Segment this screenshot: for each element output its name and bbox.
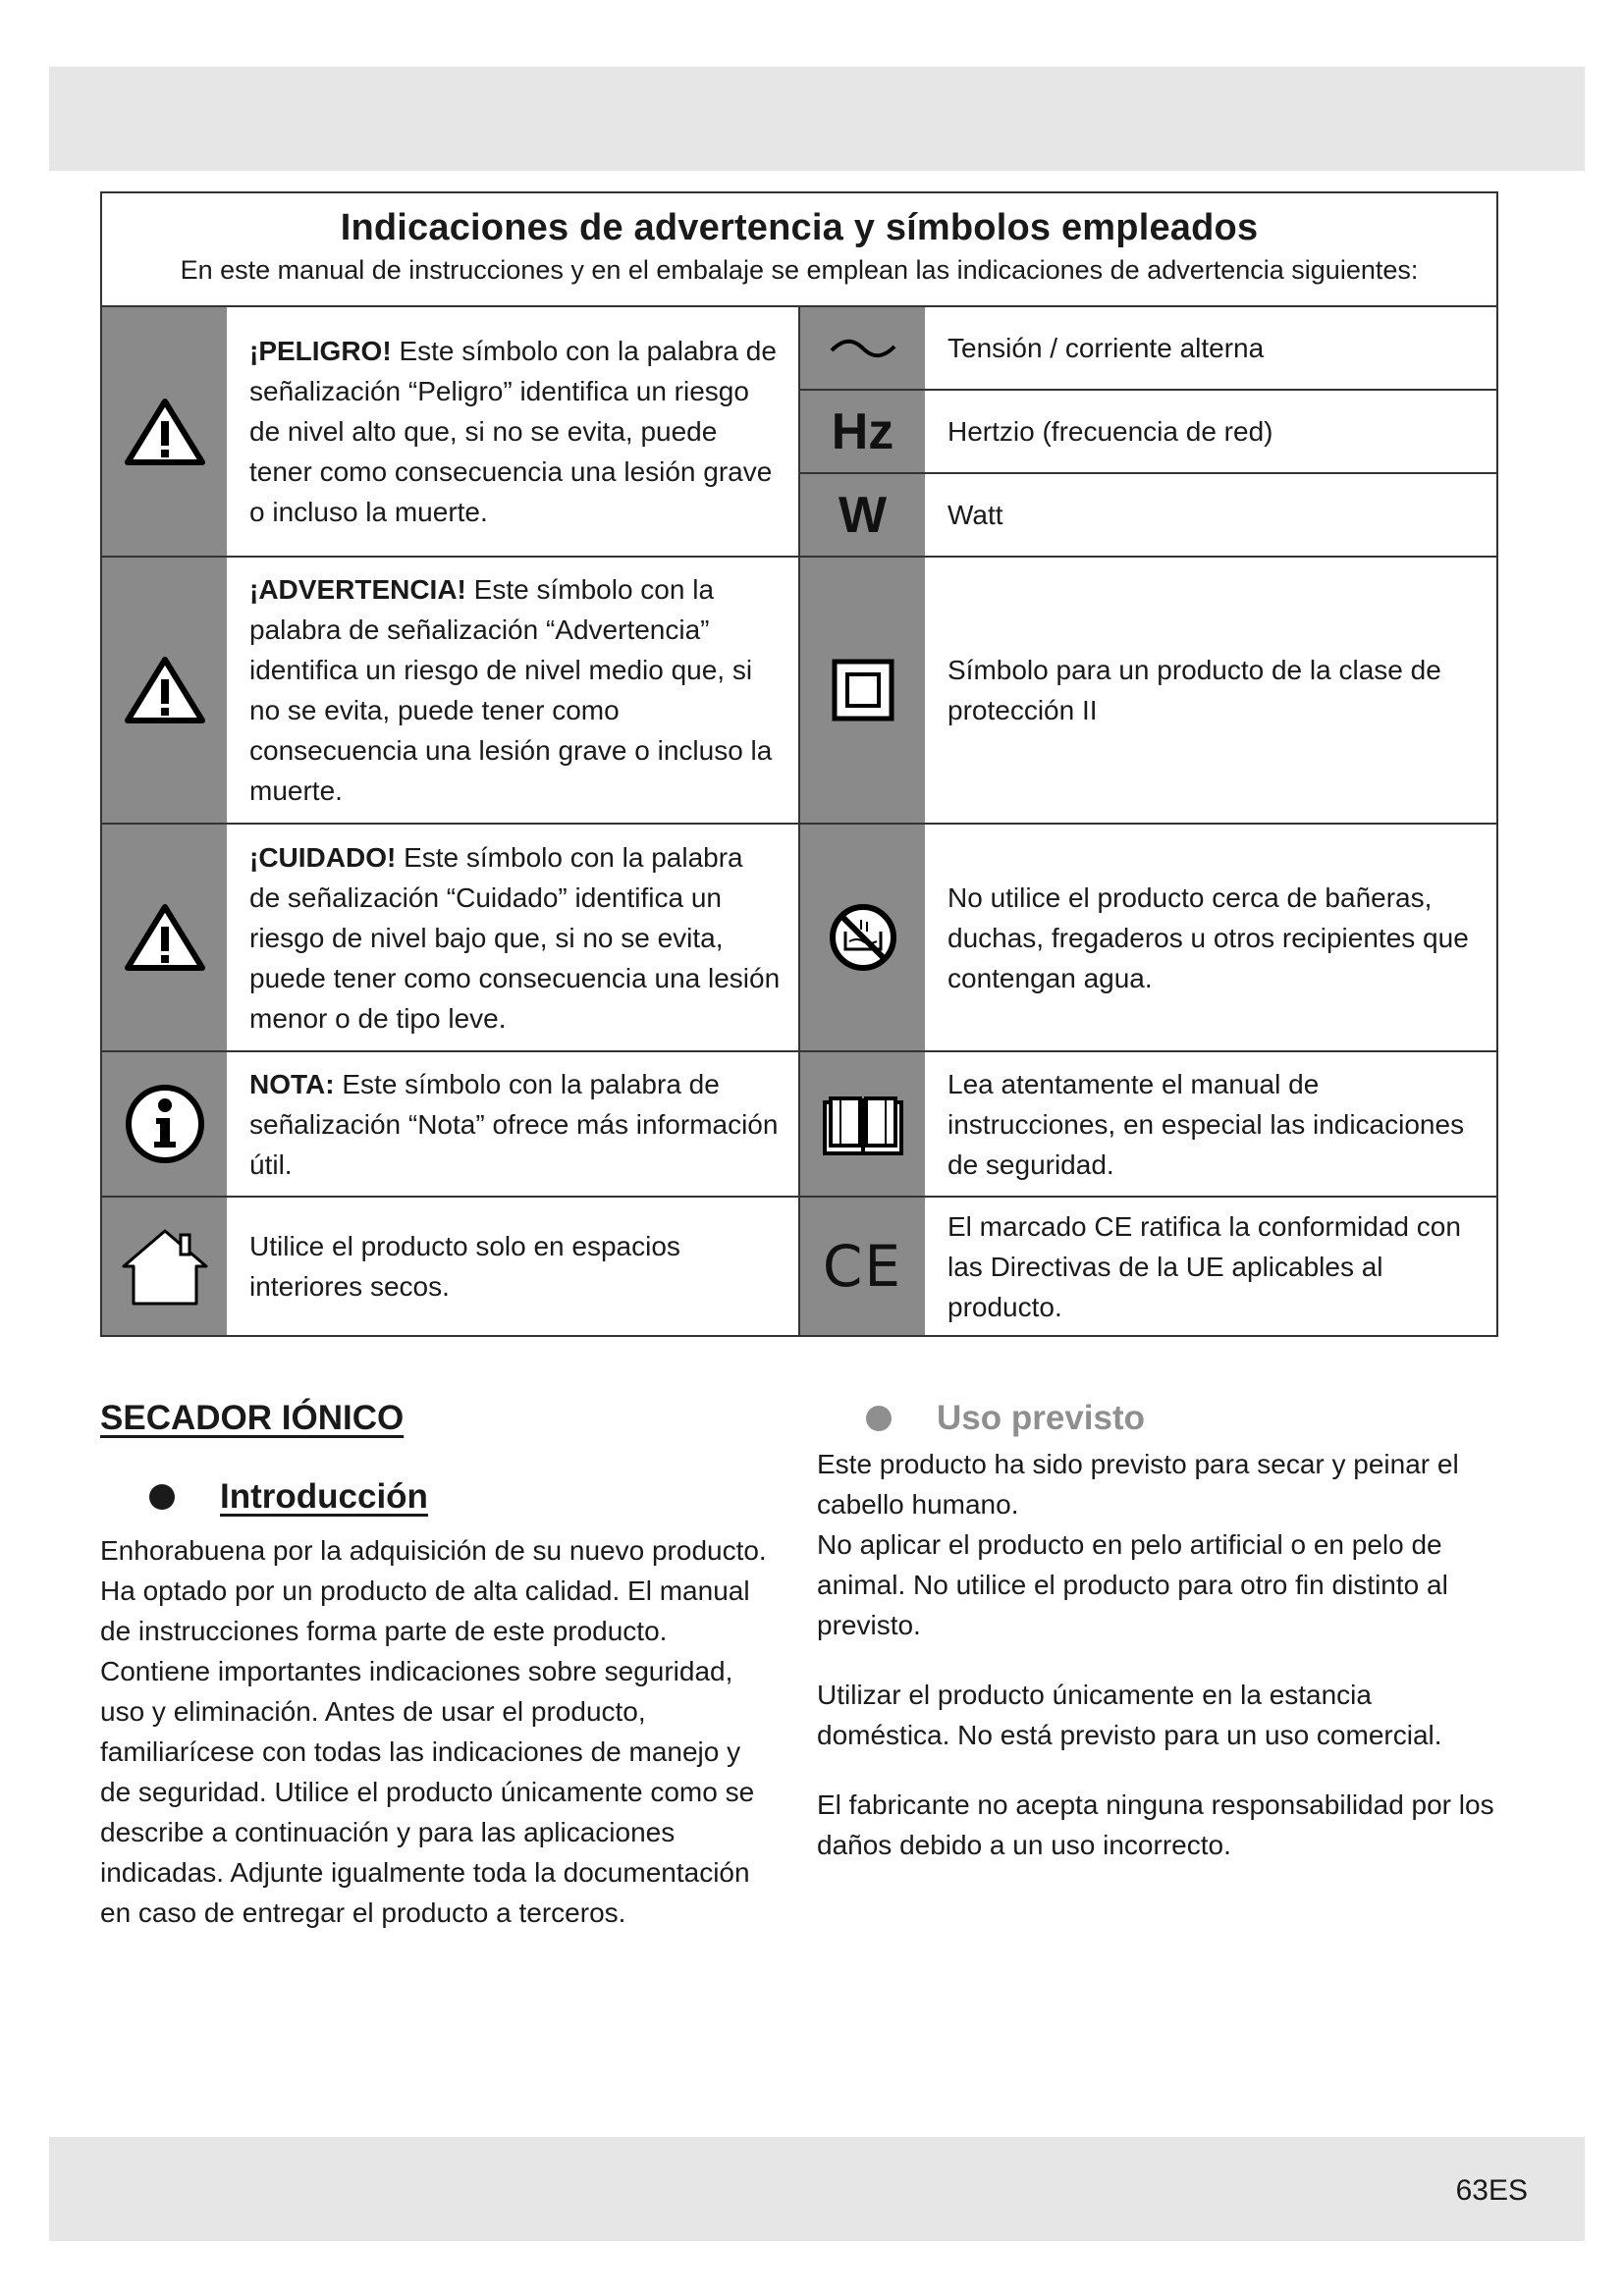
info-icon [102,1052,227,1196]
no-water-icon [800,825,925,1050]
header-band [49,67,1585,171]
ce-row [800,1198,1496,1335]
cuidado-description [227,825,798,1050]
introduccion-heading [149,1477,778,1517]
interior-cell [102,1198,800,1335]
table-row [102,1052,1496,1198]
ce-symbol: CE [800,1198,925,1335]
alternating-current-icon [800,307,925,389]
nota-cell [102,1052,800,1196]
peligro-cell [102,307,800,556]
table-row [102,1198,1496,1335]
manual-row [800,1052,1496,1196]
uso-line-1: Este producto ha sido previsto para secar y peinar el cabello humano. [817,1449,1459,1520]
warning-symbols-table [100,191,1498,1337]
uso-paragraph: Utilizar el producto únicamente en la estancia doméstica. No está previsto para un uso comercial. [817,1680,1442,1750]
advertencia-text: Este símbolo con la palabra de señalización “Advertencia” identifica un riesgo de nivel medio que, si no se evita, puede tener como consecuencia una lesión grave o incluso la muerte. [249,574,773,806]
agua-text: No utilice el producto cerca de bañeras, duchas, fregaderos u otros recipientes que contengan agua. [947,881,1469,993]
table-subtitle: En este manual de instrucciones y en el embalaje se emplean las indicaciones de advertencia siguientes: [180,255,1419,285]
page-number: 63ES [1455,2174,1528,2207]
uso-previsto-heading [866,1399,1504,1438]
hz-symbol: Hz [800,391,925,472]
uso-line-2: No aplicar el producto en pelo artificial o en pelo de animal. No utilice el producto para otro fin distinto al previsto. [817,1529,1448,1640]
ac-text: Tensión / corriente alterna [947,333,1265,363]
secador-section [100,1399,778,1933]
cuidado-label: ¡CUIDADO! [249,841,397,873]
watt-row [800,472,1496,556]
protection-class-ii-icon [800,558,925,823]
cuidado-text: Este símbolo con la palabra de señalización “Cuidado” identifica un riesgo de nivel bajo que, si no se evita, puede tener como consecuencia una lesión menor o de tipo leve. [249,841,781,1034]
advertencia-description [227,558,798,823]
advertencia-label: ¡ADVERTENCIA! [249,574,466,605]
agua-row [800,825,1496,1050]
footer-band [49,2137,1585,2241]
peligro-description [227,307,798,556]
warning-triangle-icon [102,558,227,823]
bullet-dot-icon [866,1406,892,1431]
clase2-cell [800,558,1496,823]
open-book-icon [800,1052,925,1196]
table-row [102,307,1496,558]
table-title: Indicaciones de advertencia y símbolos empleados [340,207,1259,248]
nota-text: Este símbolo con la palabra de señalización “Nota” ofrece más información útil. [249,1068,779,1180]
hz-text: Hertzio (frecuencia de red) [947,416,1273,447]
peligro-text: Este símbolo con la palabra de señalización “Peligro” identifica un riesgo de nivel alto que, si no se evita, puede tener como consecuencia una lesión grave o incluso la muerte. [249,336,777,527]
ce-cell [800,1198,1496,1335]
introduccion-label: Introducción [220,1477,428,1516]
uso-previsto-label: Uso previsto [937,1399,1145,1437]
uso-paragraph [817,1444,1504,1645]
table-row [102,825,1496,1052]
warning-triangle-icon [102,825,227,1050]
clase2-row [800,558,1496,823]
bullet-dot-icon [149,1484,175,1510]
ce-text: El marcado CE ratifica la conformidad con las Directivas de la UE aplicables al producto. [947,1210,1461,1322]
manual-text: Lea atentamente el manual de instrucciones, en especial las indicaciones de seguridad. [947,1068,1465,1180]
agua-cell [800,825,1496,1050]
uso-paragraph: El fabricante no acepta ninguna responsabilidad por los daños debido a un uso incorrecto. [817,1789,1494,1860]
electrical-symbols-cell [800,307,1496,556]
peligro-label: ¡PELIGRO! [249,336,392,366]
hz-row [800,389,1496,472]
ac-row [800,307,1496,389]
advertencia-cell [102,558,800,823]
secador-heading: SECADOR IÓNICO [100,1399,405,1437]
table-row [102,558,1496,825]
nota-label: NOTA: [249,1068,335,1099]
uso-previsto-section [817,1399,1504,1865]
nota-description [227,1052,798,1196]
interior-text: Utilice el producto solo en espacios interiores secos. [249,1231,680,1302]
watt-text: Watt [947,500,1003,530]
clase2-text: Símbolo para un producto de la clase de protección II [947,655,1441,725]
cuidado-cell [102,825,800,1050]
house-icon [102,1198,227,1335]
manual-cell [800,1052,1496,1196]
introduccion-text: Enhorabuena por la adquisición de su nuevo producto. Ha optado por un producto de alta calidad. El manual de instrucciones forma parte de este producto. Contiene importantes indicaciones sobre seguridad, uso y eliminación. Antes de usar el producto, familiarícese con todas las indicaciones de manejo y de seguridad. Utilice el producto únicamente como se describe a continuación y para las aplicaciones indicadas. Adjunte igualmente toda la documentación en caso de entregar el producto a terceros. [100,1535,767,1928]
warning-triangle-icon [102,307,227,556]
table-header [102,193,1496,307]
watt-symbol: W [800,474,925,556]
